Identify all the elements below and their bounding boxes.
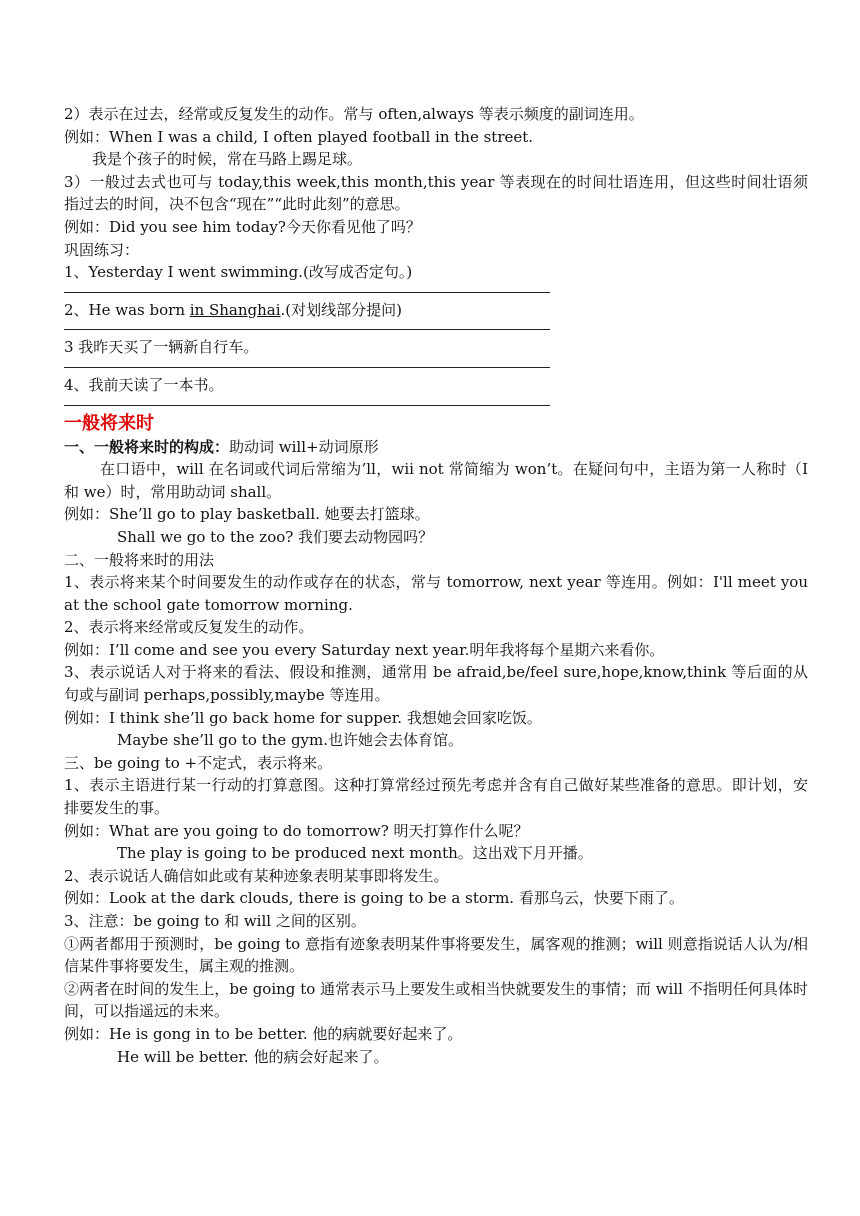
- question-instruction: .(对划线部分提问): [280, 300, 403, 319]
- practice-title: 巩固练习：: [64, 240, 140, 259]
- example-line: 例如：Look at the dark clouds, there is going to be a storm. 看那乌云，快要下雨了。: [64, 889, 684, 908]
- be-going-to-3: 3、注意：be going to 和 will 之间的区别。: [64, 912, 366, 930]
- comparison-point-2: ②两者在时间的发生上，be going to 通常表示马上要发生或相当快就要发生的事情；而 will 不指明任何具体时间，可以指遥远的未来。: [64, 979, 808, 1021]
- answer-blank-1[interactable]: [64, 284, 550, 293]
- example-line: Maybe she’ll go to the gym.也许她会去体育馆。: [117, 731, 464, 750]
- example-line: The play is going to be produced next month。这出戏下月开播。: [117, 844, 593, 863]
- example-line: Shall we go to the zoo? 我们要去动物园吗？: [117, 527, 434, 546]
- answer-blank-4[interactable]: [64, 397, 550, 406]
- example-line: He will be better. 他的病会好起来了。: [117, 1047, 389, 1066]
- answer-blank-2[interactable]: [64, 321, 550, 330]
- example-translation: 我是个孩子的时候，常在马路上踢足球。: [92, 150, 363, 169]
- example-line: 例如：When I was a child, I often played football in the street.: [64, 127, 534, 146]
- section-heading: 一般将来时: [64, 412, 154, 434]
- answer-blank-3[interactable]: [64, 359, 550, 368]
- subheading-usage: 二、一般将来时的用法: [64, 550, 215, 569]
- practice-question-1: 1、Yesterday I went swimming.(改写成否定句。): [64, 263, 413, 282]
- example-line: 例如：She’ll go to play basketball. 她要去打篮球。: [64, 505, 430, 524]
- usage-3: 3、表示说话人对于将来的看法、假设和推测，通常用 be afraid,be/feel sure,hope,know,think 等后面的从句或与副词 perhaps,possibly,maybe 等连用。: [64, 663, 808, 705]
- practice-question-2: [64, 299, 808, 322]
- practice-question-3: 3 我昨天买了一辆新自行车。: [64, 338, 259, 357]
- composition-paragraph: 在口语中，will 在名词或代词后常缩为’ll，wii not 常简缩为 won’t。在疑问句中，主语为第一人称时（I 和 we）时，常用助动词 shall。: [64, 460, 808, 501]
- comparison-point-1: ①两者都用于预测时，be going to 意指有迹象表明某件事将要发生，属客观的推测；will 则意指说话人认为/相信某件事将要发生，属主观的推测。: [64, 934, 808, 976]
- question-text: 2、He was born: [64, 300, 190, 319]
- usage-1: 1、表示将来某个时间要发生的动作或存在的状态，常与 tomorrow, next year 等连用。例如：I'll meet you at the school gate tomorrow morning.: [64, 573, 808, 614]
- subheading-bold: 一、一般将来时的构成：: [64, 437, 230, 456]
- example-line: 例如：What are you going to do tomorrow? 明天打算作什么呢？: [64, 821, 529, 840]
- underlined-phrase: in Shanghai: [189, 300, 281, 319]
- subheading-be-going-to: 三、be going to +不定式，表示将来。: [64, 753, 333, 772]
- subheading-text: 助动词 will+动词原形: [229, 437, 379, 456]
- usage-2: 2、表示将来经常或反复发生的动作。: [64, 618, 314, 637]
- past-usage-2: 2）表示在过去，经常或反复发生的动作。常与 often,always 等表示频度的副词连用。: [64, 105, 644, 123]
- subheading-composition: [64, 436, 808, 459]
- be-going-to-2: 2、表示说话人确信如此或有某种迹象表明某事即将发生。: [64, 866, 449, 885]
- document-page: [64, 103, 808, 1068]
- example-line: 例如：I think she’ll go back home for supper. 我想她会回家吃饭。: [64, 708, 542, 727]
- past-usage-3: 3）一般过去式也可与 today,this week,this month,this year 等表现在的时间壮语连用，但这些时间壮语须指过去的时间，决不包含“现在”“此时此刻”的意思。: [64, 172, 808, 214]
- practice-question-4: 4、我前天读了一本书。: [64, 375, 224, 394]
- example-line: 例如：He is gong in to be better. 他的病就要好起来了。: [64, 1024, 463, 1043]
- example-line: 例如：Did you see him today?今天你看见他了吗？: [64, 217, 421, 236]
- be-going-to-1: 1、表示主语进行某一行动的打算意图。这种打算常经过预先考虑并含有自己做好某些准备的意思。即计划，安排要发生的事。: [64, 776, 808, 818]
- example-line: 例如：I’ll come and see you every Saturday next year.明年我将每个星期六来看你。: [64, 640, 665, 659]
